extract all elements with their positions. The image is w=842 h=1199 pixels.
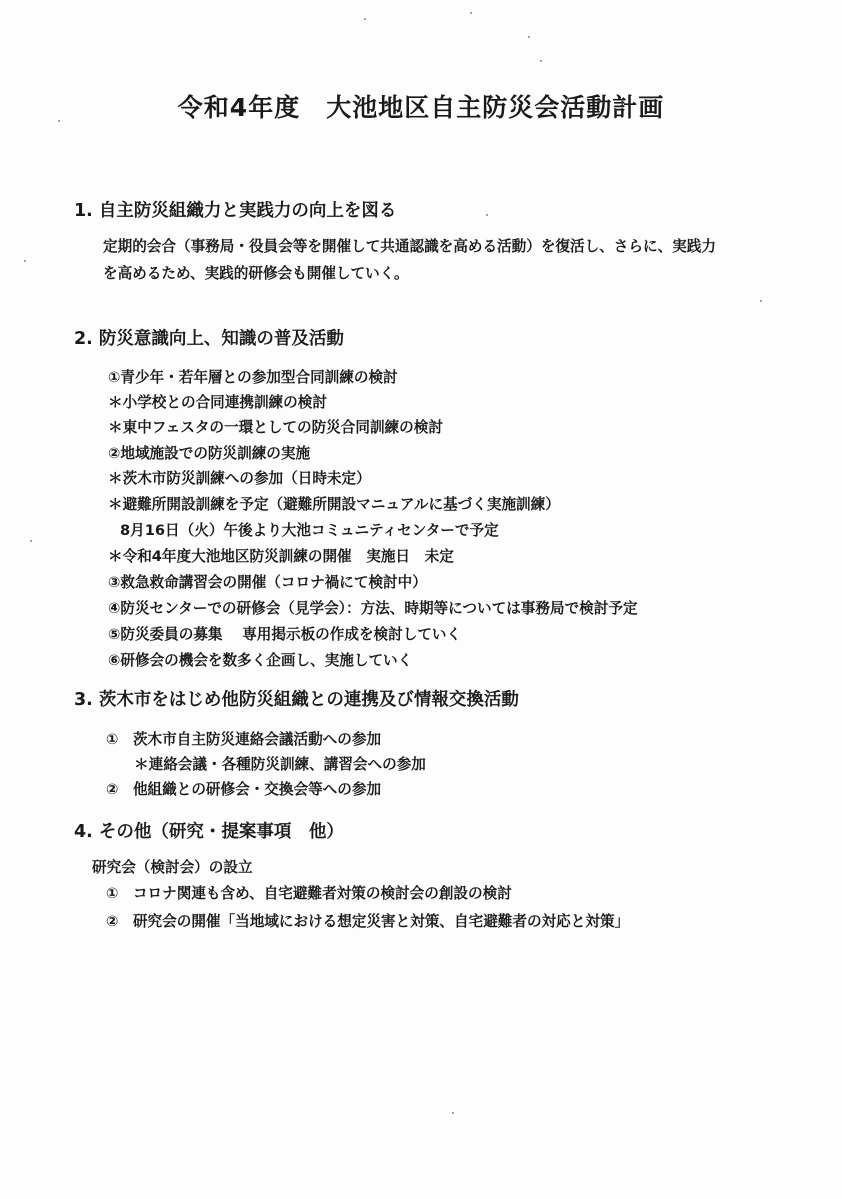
scan-speck (760, 300, 762, 302)
page-title: 令和4年度 大池地区自主防災会活動計画 (177, 93, 665, 122)
scan-speck (528, 36, 530, 38)
section-2-item: ③救急救命講習会の開催（コロナ禍にて検討中） (108, 574, 427, 591)
section-2-item: ④防災センターでの研修会（見学会）：方法、時期等については事務局で検討予定 (108, 600, 638, 617)
section-4-item: ② 研究会の開催「当地域における想定災害と対策、自宅避難者の対応と対策」 (106, 913, 630, 930)
section-2-heading: 2. 防災意識向上、知識の普及活動 (74, 329, 344, 349)
section-2-item: ⑥研修会の機会を数多く企画し、実施していく (108, 652, 413, 669)
section-4-heading: 4. その他（研究・提案事項 他） (74, 822, 344, 842)
section-2-item: ⑤防災委員の募集 専用掲示板の作成を検討していく (108, 626, 462, 643)
section-4-intro: 研究会（検討会）の設立 (92, 859, 253, 876)
scan-speck (58, 120, 60, 122)
scan-speck (540, 60, 542, 62)
section-1-heading: 1. 自主防災組織力と実践力の向上を図る (74, 201, 397, 221)
scan-speck (452, 1112, 454, 1114)
section-2-item: ＊避難所開設訓練を予定（避難所開設マニュアルに基づく実施訓練） (108, 496, 560, 513)
section-2-item: ＊小学校との合同連携訓練の検討 (108, 394, 327, 411)
section-3-item: ＊連絡会議・各種防災訓練、講習会への参加 (134, 756, 426, 773)
section-3-item: ② 他組織との研修会・交換会等への参加 (106, 781, 382, 798)
section-2-item: ＊茨木市防災訓練への参加（日時未定） (108, 470, 371, 487)
section-1-body-line-2: を高めるため、実践的研修会も開催していく。 (103, 265, 409, 282)
scan-speck (470, 12, 472, 14)
scan-speck (30, 540, 32, 542)
section-3-heading: 3. 茨木市をはじめ他防災組織との連携及び情報交換活動 (74, 690, 519, 710)
section-3-item: ① 茨木市自主防災連絡会議活動への参加 (106, 731, 382, 748)
section-1-body-line-1: 定期的会合（事務局・役員会等を開催して共通認識を高める活動）を復活し、さらに、実践力 (103, 238, 716, 255)
scan-speck (486, 214, 488, 216)
scan-speck (364, 18, 366, 20)
section-2-item: ＊令和4年度大池地区防災訓練の開催 実施日 未定 (108, 548, 454, 565)
section-4-item: ① コロナ関連も含め、自宅避難者対策の検討会の創設の検討 (106, 885, 512, 902)
section-2-item: ＊東中フェスタの一環としての防災合同訓練の検討 (108, 419, 443, 436)
section-2-item: ②地域施設での防災訓練の実施 (108, 445, 311, 462)
section-2-item: ①青少年・若年層との参加型合同訓練の検討 (108, 369, 398, 386)
scan-speck (24, 260, 26, 262)
section-2-item: 8月16日（火）午後より大池コミュニティセンターで予定 (120, 522, 499, 539)
